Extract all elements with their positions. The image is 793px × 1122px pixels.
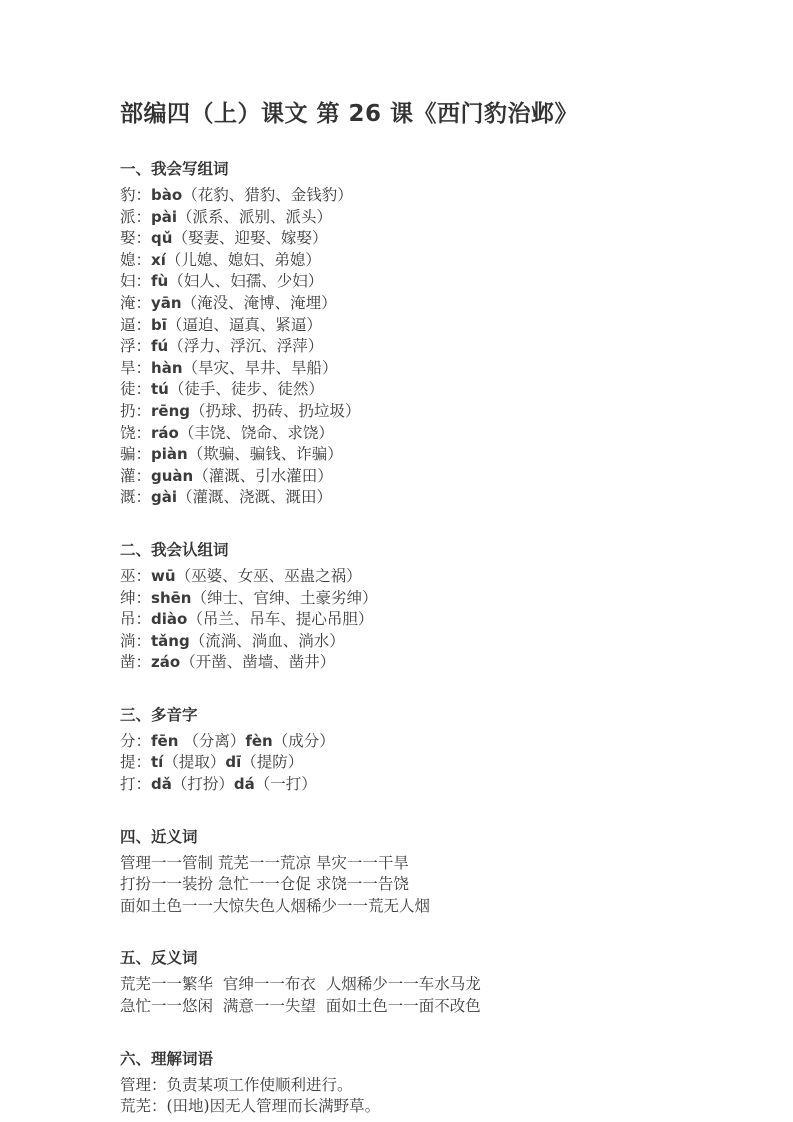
section bbox=[120, 1049, 693, 1118]
pinyin-text: yān bbox=[151, 293, 182, 312]
cjk-text: （绅士、官绅、土豪劣绅） bbox=[191, 588, 378, 607]
entry-line bbox=[120, 336, 693, 358]
pinyin-text: fù bbox=[151, 272, 169, 291]
section-heading: 一、我会写组词 bbox=[120, 160, 229, 178]
cjk-text: （分离） bbox=[178, 731, 246, 750]
entry-line bbox=[120, 250, 693, 272]
cjk-text: （巫婆、女巫、巫蛊之祸） bbox=[175, 566, 362, 585]
entry-line bbox=[120, 652, 693, 674]
pinyin-text: fú bbox=[151, 337, 169, 356]
cjk-text: 逼： bbox=[120, 315, 152, 334]
entry-line bbox=[120, 874, 693, 896]
cjk-text: 巫： bbox=[120, 566, 152, 585]
cjk-text: 打扮一一装扮 急忙一一仓促 求饶一一告饶 bbox=[120, 875, 409, 894]
cjk-text: （一打） bbox=[254, 775, 317, 794]
pinyin-text: tǎng bbox=[151, 631, 190, 650]
pinyin-text: piàn bbox=[151, 445, 188, 464]
pinyin-text: diào bbox=[151, 610, 188, 629]
entry-line bbox=[120, 271, 693, 293]
entry-line bbox=[120, 752, 693, 774]
cjk-text: （欺骗、骗钱、诈骗） bbox=[187, 445, 343, 464]
cjk-text: （提取） bbox=[163, 753, 226, 772]
entry-line bbox=[120, 774, 693, 796]
cjk-text: 扔： bbox=[120, 401, 152, 420]
section-heading: 三、多音字 bbox=[120, 705, 198, 724]
entry-line bbox=[120, 1096, 693, 1118]
document-title: 部编四（上）课文 第 26 课《西门豹治邺》 bbox=[120, 101, 579, 127]
cjk-text: 溉： bbox=[120, 488, 152, 507]
pinyin-text: pài bbox=[151, 207, 178, 226]
cjk-text: 灌： bbox=[120, 466, 152, 485]
pinyin-text: bào bbox=[151, 186, 183, 204]
sections-container bbox=[120, 159, 693, 1118]
entry-line bbox=[120, 609, 693, 631]
pinyin-text: dǎ bbox=[151, 775, 172, 794]
section bbox=[120, 705, 693, 796]
cjk-text: （灌溉、浇溉、溉田） bbox=[177, 488, 333, 507]
cjk-text: 凿： bbox=[120, 653, 152, 672]
cjk-text: 荒芜：(田地)因无人管理而长满野草。 bbox=[120, 1097, 381, 1116]
entry-line bbox=[120, 228, 693, 250]
cjk-text: 妇： bbox=[120, 272, 152, 291]
pinyin-text: dī bbox=[225, 753, 242, 772]
cjk-text: 淌： bbox=[120, 631, 152, 650]
pinyin-text: rēng bbox=[151, 401, 191, 420]
entry-line bbox=[120, 731, 693, 753]
section bbox=[120, 827, 693, 918]
section bbox=[120, 159, 693, 509]
cjk-text: 旱： bbox=[120, 358, 152, 377]
pinyin-text: xí bbox=[151, 250, 166, 269]
entry-line bbox=[120, 566, 693, 588]
entry-line bbox=[120, 588, 693, 610]
cjk-text: 管理：负责某项工作使顺利进行。 bbox=[120, 1075, 353, 1094]
entry-line bbox=[120, 423, 693, 445]
pinyin-text: guàn bbox=[151, 466, 194, 485]
pinyin-text: ráo bbox=[151, 423, 179, 442]
entry-line bbox=[120, 487, 693, 509]
cjk-text: 派： bbox=[120, 207, 152, 226]
cjk-text: （旱灾、旱井、旱船） bbox=[182, 358, 338, 377]
cjk-text: 分： bbox=[120, 731, 152, 750]
cjk-text: （成分） bbox=[272, 731, 335, 750]
section-heading: 四、近义词 bbox=[120, 827, 198, 846]
pinyin-text: qǔ bbox=[151, 229, 173, 248]
entry-line bbox=[120, 631, 693, 653]
cjk-text: 面如土色一一大惊失色人烟稀少一一荒无人烟 bbox=[120, 896, 431, 915]
cjk-text: 浮： bbox=[120, 337, 152, 356]
entry-line bbox=[120, 379, 693, 401]
entry-line bbox=[120, 996, 693, 1018]
cjk-text: 娶： bbox=[120, 229, 152, 248]
entry-line bbox=[120, 853, 693, 875]
pinyin-text: fèn bbox=[245, 731, 273, 750]
pinyin-text: wū bbox=[151, 566, 176, 585]
cjk-text: （淹没、淹博、淹埋） bbox=[181, 293, 337, 312]
cjk-text: （扔球、扔砖、扔垃圾） bbox=[190, 401, 361, 420]
cjk-text: 荒芜一一繁华 官绅一一布衣 人烟稀少一一车水马龙 bbox=[120, 975, 481, 994]
entry-line bbox=[120, 401, 693, 423]
cjk-text: （花豹、猎豹、金钱豹） bbox=[182, 186, 353, 204]
entry-line bbox=[120, 896, 693, 918]
cjk-text: 豹： bbox=[120, 186, 152, 204]
cjk-text: 淹： bbox=[120, 293, 152, 312]
section-heading: 六、理解词语 bbox=[120, 1049, 214, 1068]
cjk-text: 急忙一一悠闲 满意一一失望 面如土色一一面不改色 bbox=[120, 997, 481, 1016]
section-heading: 五、反义词 bbox=[120, 949, 198, 968]
cjk-text: （徒手、徒步、徒然） bbox=[168, 380, 324, 399]
entry-line bbox=[120, 466, 693, 488]
cjk-text: （派系、派别、派头） bbox=[177, 207, 333, 226]
entry-line bbox=[120, 207, 693, 229]
cjk-text: 打： bbox=[120, 775, 152, 794]
entry-line bbox=[120, 1075, 693, 1097]
pinyin-text: dá bbox=[233, 775, 255, 794]
cjk-text: 骗： bbox=[120, 445, 152, 464]
cjk-text: （吊兰、吊车、提心吊胆） bbox=[187, 610, 374, 629]
cjk-text: （浮力、浮沉、浮萍） bbox=[168, 337, 324, 356]
cjk-text: （开凿、凿墙、凿井） bbox=[180, 653, 336, 672]
cjk-text: 徒： bbox=[120, 380, 152, 399]
cjk-text: （灌溉、引水灌田） bbox=[193, 466, 333, 485]
cjk-text: （儿媳、媳妇、弟媳） bbox=[165, 250, 321, 269]
section bbox=[120, 948, 693, 1017]
pinyin-text: bī bbox=[151, 315, 167, 334]
cjk-text: 提： bbox=[120, 753, 152, 772]
cjk-text: 饶： bbox=[120, 423, 152, 442]
entry-line bbox=[120, 185, 693, 207]
entry-line bbox=[120, 974, 693, 996]
cjk-text: （逼迫、逼真、紧逼） bbox=[166, 315, 322, 334]
pinyin-text: tí bbox=[151, 753, 164, 772]
cjk-text: 媳： bbox=[120, 250, 152, 269]
cjk-text: （打扮） bbox=[171, 775, 234, 794]
entry-line bbox=[120, 444, 693, 466]
cjk-text: （娶妻、迎娶、嫁娶） bbox=[172, 229, 328, 248]
cjk-text: （妇人、妇孺、少妇） bbox=[168, 272, 324, 291]
entry-line bbox=[120, 315, 693, 337]
pinyin-text: tú bbox=[151, 380, 169, 399]
pinyin-text: záo bbox=[151, 653, 181, 672]
pinyin-text: gài bbox=[151, 488, 178, 507]
cjk-text: 管理一一管制 荒芜一一荒凉 旱灾一一干旱 bbox=[120, 853, 409, 872]
entry-line bbox=[120, 293, 693, 315]
section-heading: 二、我会认组词 bbox=[120, 540, 229, 559]
section bbox=[120, 540, 693, 674]
pinyin-text: shēn bbox=[151, 588, 192, 607]
cjk-text: 吊： bbox=[120, 610, 152, 629]
cjk-text: （丰饶、饶命、求饶） bbox=[178, 423, 334, 442]
cjk-text: （提防） bbox=[241, 753, 304, 772]
pinyin-text: fēn bbox=[151, 731, 179, 750]
pinyin-text: hàn bbox=[151, 358, 183, 377]
entry-line bbox=[120, 358, 693, 380]
cjk-text: 绅： bbox=[120, 588, 152, 607]
cjk-text: （流淌、淌血、淌水） bbox=[189, 631, 345, 650]
